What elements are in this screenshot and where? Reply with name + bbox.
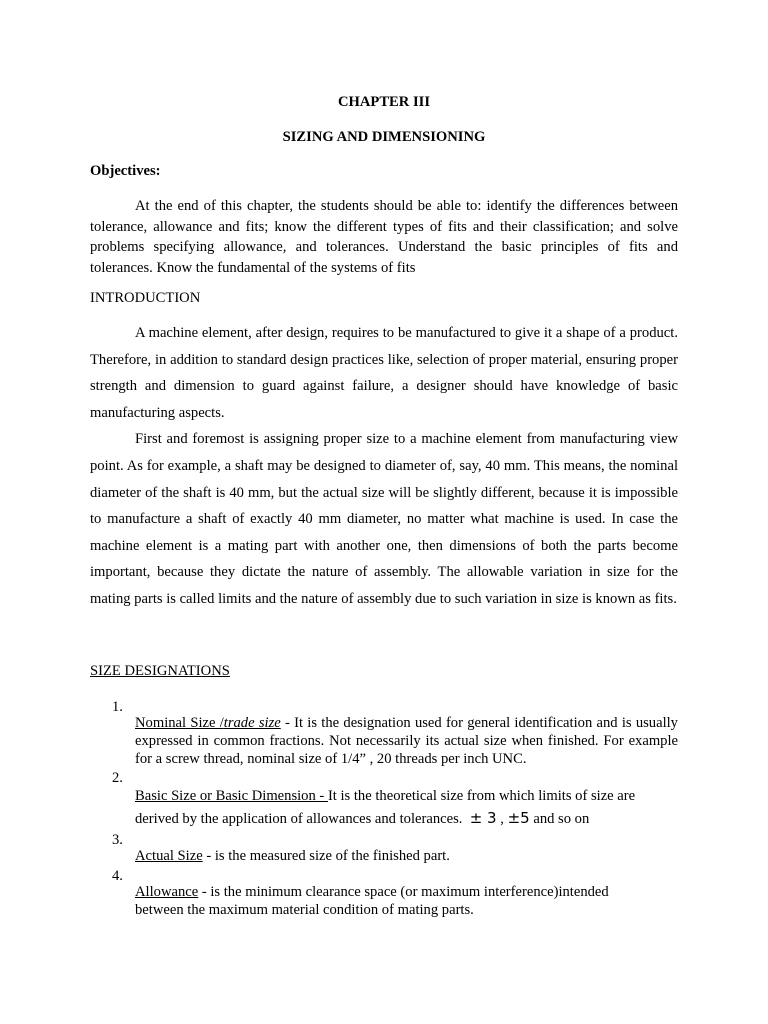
- introduction-body: [90, 320, 678, 613]
- chapter-title: SIZING AND DIMENSIONING: [282, 129, 486, 145]
- chapter-number: CHAPTER III: [337, 94, 431, 110]
- objectives-paragraph: At the end of this chapter, the students should be able to: identify the differences between tolerance, allowance and fits; know the different types of fits and their classification; and solve problems specifying allowance, and tolerances. Understand the basic principles of fits and tolerances. Know the fundamental of the systems of fits: [90, 198, 678, 276]
- tolerance-symbol: ± 3: [469, 808, 497, 827]
- size-designations-heading: SIZE DESIGNATIONS: [90, 663, 230, 679]
- list-item-body: Nominal Size /trade size - It is the designation used for general identification and is usually expressed in common fractions. Not necessarily its actual size when finished. For example for a screw thread, nominal size of 1/4” , 20 threads per inch UNC.: [135, 714, 678, 767]
- list-item-number: 3.: [112, 832, 123, 848]
- list-item-number: 2.: [112, 770, 123, 786]
- intro-paragraph: A machine element, after design, requires to be manufactured to give it a shape of a product. Therefore, in addition to standard design practices like, selection of proper material, ensuring proper strength and dimension to guard against failure, a designer should have knowledge of basic manufacturing aspects.: [90, 325, 678, 421]
- term-allowance: Allowance: [135, 883, 199, 900]
- list-item-body: Actual Size - is the measured size of the finished part.: [135, 847, 450, 864]
- objectives-label: Objectives:: [90, 163, 161, 179]
- list-item-number: 4.: [112, 868, 123, 884]
- list-item-body: Basic Size or Basic Dimension - It is the theoretical size from which limits of size are derived by the application of allowances and tolerances. ± 3 , ±5 and so on: [135, 787, 636, 827]
- list-item-body: Allowance - is the minimum clearance space (or maximum interference)intended between the maximum material condition of mating parts.: [135, 883, 609, 918]
- list-item-number: 1.: [112, 699, 123, 715]
- term-actual-size: Actual Size: [135, 847, 203, 864]
- introduction-heading: INTRODUCTION: [90, 290, 201, 306]
- term-basic-size: Basic Size or Basic Dimension: [135, 787, 320, 804]
- term-nominal-size: Nominal Size /trade size: [135, 714, 281, 731]
- tolerance-symbol: ±5: [507, 808, 530, 827]
- intro-paragraph: First and foremost is assigning proper size to a machine element from manufacturing view point. As for example, a shaft may be designed to diameter of, say, 40 mm. This means, the nominal diameter of the shaft is 40 mm, but the actual size will be slightly different, because it is impossible to manufacture a shaft of exactly 40 mm diameter, no matter what machine is used. In case the machine element is a mating part with another one, then dimensions of both the parts become important, because they dictate the nature of assembly. The allowable variation in size for the mating parts is called limits and the nature of assembly due to such variation in size is known as fits.: [90, 431, 678, 607]
